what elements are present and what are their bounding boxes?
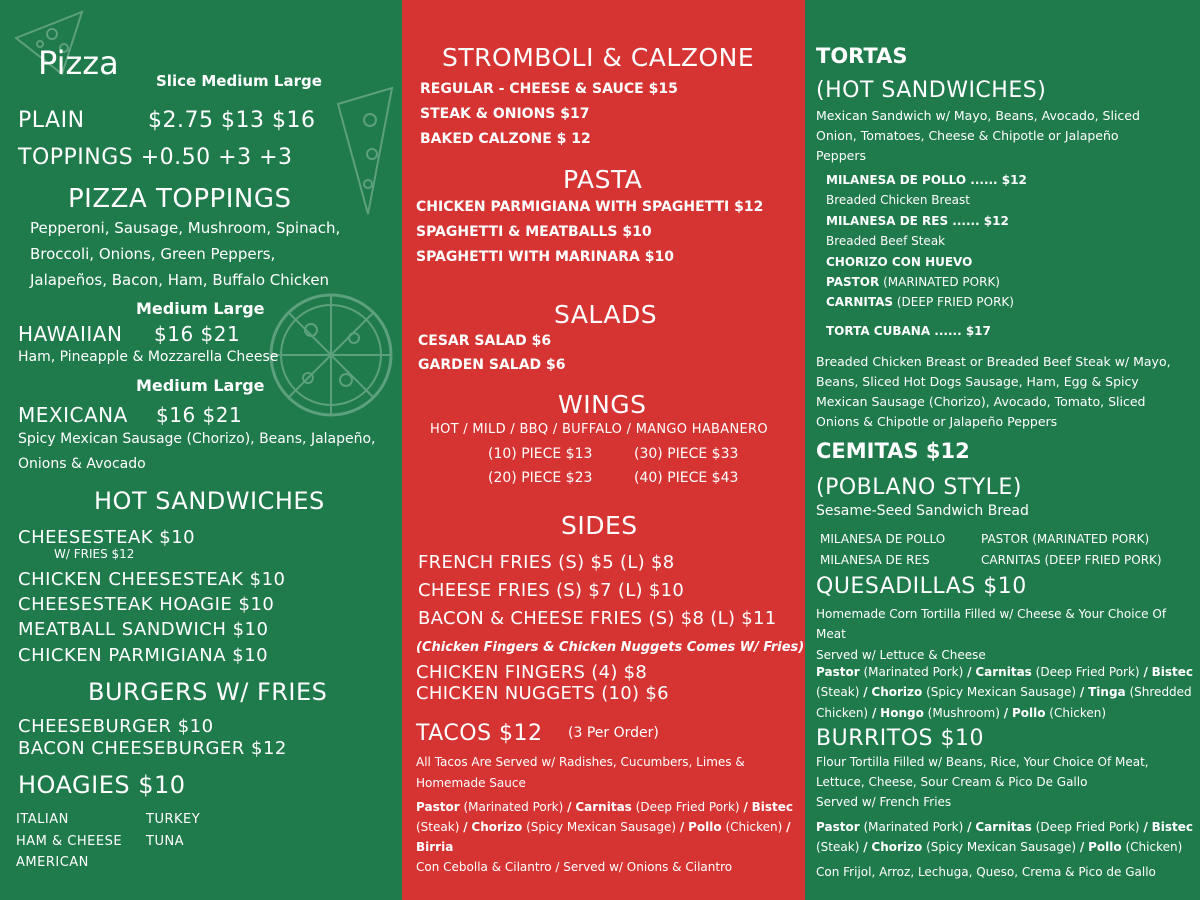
mexicana-desc: Onions & Avocado — [18, 456, 146, 472]
cubana-desc: Mexican Sausage (Chorizo), Avocado, Tomato, Sliced — [816, 394, 1146, 409]
torta-item: CHORIZO CON HUEVO — [826, 255, 973, 269]
stromboli-item: BAKED CALZONE $ 12 — [420, 131, 591, 147]
toppings-row: TOPPINGS +0.50 +3 +3 — [18, 145, 293, 170]
cubana-desc: Beans, Sliced Hot Dogs Sausage, Ham, Egg & Spicy — [816, 374, 1139, 389]
chicken-item: CHICKEN NUGGETS (10) $6 — [416, 683, 669, 704]
mexicana-name: MEXICANA — [18, 403, 128, 427]
tortas-desc: Onion, Tomatoes, Cheese & Chipotle or Jalapeño — [816, 128, 1119, 143]
quesadillas-title: QUESADILLAS $10 — [816, 574, 1027, 599]
quesadillas-meats-line: Pastor (Marinated Pork) / Carnitas (Deep Fried Pork) / Bistec — [816, 665, 1194, 679]
torta-item-desc: Breaded Beef Steak — [826, 234, 946, 248]
sandwich-item: CHICKEN CHEESESTEAK $10 — [18, 569, 286, 590]
burritos-meats-line: Pastor (Marinated Pork) / Carnitas (Deep Fried Pork) / Bistec — [816, 820, 1194, 834]
meat-desc: (Deep Fried Pork) — [1035, 665, 1140, 679]
torta-item — [826, 295, 1014, 309]
meat-name: Pollo — [688, 820, 722, 834]
meat-desc: (Deep Fried Pork) — [1035, 820, 1140, 834]
torta-item-name: PASTOR — [826, 275, 880, 289]
torta-item-desc: Breaded Chicken Breast — [826, 193, 970, 207]
wings-item: (40) PIECE $43 — [634, 470, 739, 486]
meat-name: Pastor — [816, 665, 860, 679]
plain-label: PLAIN — [18, 108, 85, 133]
meat-desc: (Steak) — [416, 820, 460, 834]
hoagie-item: HAM & CHEESE — [16, 834, 123, 849]
cemitas-title: CEMITAS $12 — [816, 439, 970, 463]
cemitas-option: MILANESA DE RES — [820, 553, 930, 567]
cemitas-option: MILANESA DE POLLO — [820, 532, 946, 546]
toppings-list-line: Jalapeños, Bacon, Ham, Buffalo Chicken — [30, 271, 330, 289]
tortas-subtitle: (HOT SANDWICHES) — [816, 78, 1047, 103]
meat-desc: (Steak) — [816, 685, 860, 699]
meat-desc: (Shredded — [1129, 685, 1192, 699]
hoagie-item: AMERICAN — [16, 855, 89, 870]
tacos-title: TACOS $12 — [416, 721, 543, 746]
sandwich-item: CHICKEN PARMIGIANA $10 — [18, 645, 269, 666]
torta-item-desc: (DEEP FRIED PORK) — [896, 295, 1014, 309]
size-header: Slice Medium Large — [156, 72, 322, 90]
sides-item: BACON & CHEESE FRIES (S) $8 (L) $11 — [418, 608, 777, 629]
torta-item — [826, 275, 1000, 289]
salads-title: SALADS — [554, 300, 658, 329]
sides-title: SIDES — [561, 511, 638, 540]
meat-desc: (Steak) — [816, 840, 860, 854]
meat-desc: (Spicy Mexican Sausage) — [926, 840, 1077, 854]
meat-name: Bistec — [751, 800, 794, 814]
meat-name: Pastor — [816, 820, 860, 834]
quesadillas-desc: Homemade Corn Tortilla Filled w/ Cheese & Your Choice Of — [816, 607, 1167, 621]
torta-item: TORTA CUBANA ...... $17 — [826, 324, 991, 338]
burritos-meats-line: (Steak) / Chorizo (Spicy Mexican Sausage) / Pollo (Chicken) — [816, 840, 1183, 854]
hawaiian-prices: $16 $21 — [154, 322, 241, 346]
hoagie-item: ITALIAN — [16, 812, 69, 827]
cemitas-option: CARNITAS (DEEP FRIED PORK) — [981, 553, 1162, 567]
pizza-icon — [266, 290, 396, 420]
stromboli-title: STROMBOLI & CALZONE — [442, 43, 755, 72]
meat-desc: (Deep Fried Pork) — [635, 800, 740, 814]
sides-item: FRENCH FRIES (S) $5 (L) $8 — [418, 552, 675, 573]
meat-desc: (Chicken) — [1125, 840, 1183, 854]
quesadillas-desc: Served w/ Lettuce & Cheese — [816, 648, 986, 662]
sides-note: (Chicken Fingers & Chicken Nuggets Comes W/ Fries) — [416, 640, 805, 655]
burritos-desc: Flour Tortilla Filled w/ Beans, Rice, Your Choice Of Meat, — [816, 755, 1149, 769]
meat-desc: (Marinated Pork) — [863, 665, 964, 679]
meat-desc: (Marinated Pork) — [863, 820, 964, 834]
pizza-slice-icon — [328, 84, 398, 219]
torta-item-desc: (MARINATED PORK) — [883, 275, 1000, 289]
meat-desc: (Spicy Mexican Sausage) — [926, 685, 1077, 699]
pizza-toppings-title: PIZZA TOPPINGS — [68, 184, 292, 214]
hawaiian-name: HAWAIIAN — [18, 322, 123, 346]
meat-name: Bistec — [1151, 665, 1194, 679]
meat-desc: (Chicken) — [725, 820, 783, 834]
sandwich-item: CHEESESTEAK HOAGIE $10 — [18, 594, 275, 615]
right-column — [805, 0, 1200, 900]
medium-large-header: Medium Large — [136, 376, 265, 395]
meat-name: Chorizo — [471, 820, 523, 834]
quesadillas-meats-line: (Steak) / Chorizo (Spicy Mexican Sausage) / Tinga (Shredded — [816, 685, 1192, 699]
meat-name: Tinga — [1088, 685, 1126, 699]
mexicana-desc: Spicy Mexican Sausage (Chorizo), Beans, Jalapeño, — [18, 431, 376, 447]
quesadillas-desc: Meat — [816, 627, 846, 641]
tacos-footer: Con Cebolla & Cilantro / Served w/ Onions & Cilantro — [416, 860, 733, 874]
pasta-item: SPAGHETTI WITH MARINARA $10 — [416, 249, 674, 265]
hoagie-item: TURKEY — [146, 812, 201, 827]
wings-title: WINGS — [558, 390, 647, 419]
burgers-title: BURGERS W/ FRIES — [88, 678, 328, 706]
meat-name: Pollo — [1011, 706, 1046, 720]
salad-item: GARDEN SALAD $6 — [418, 357, 566, 373]
cemitas-option: PASTOR (MARINATED PORK) — [981, 532, 1150, 546]
tacos-meats-line: (Steak) / Chorizo (Spicy Mexican Sausage) / Pollo (Chicken) / — [416, 820, 791, 834]
cubana-desc: Breaded Chicken Breast or Breaded Beef Steak w/ Mayo, — [816, 354, 1171, 369]
wings-item: (30) PIECE $33 — [634, 446, 739, 462]
toppings-list-line: Broccoli, Onions, Green Peppers, — [30, 245, 276, 263]
cemitas-subtitle: (POBLANO STYLE) — [816, 475, 1022, 500]
sandwich-item: MEATBALL SANDWICH $10 — [18, 619, 269, 640]
tacos-desc: All Tacos Are Served w/ Radishes, Cucumbers, Limes & — [416, 755, 745, 769]
meat-name: Chorizo — [871, 685, 923, 699]
salad-item: CESAR SALAD $6 — [418, 333, 552, 349]
tortas-desc: Peppers — [816, 148, 866, 163]
burritos-desc: Served w/ French Fries — [816, 795, 952, 809]
meat-desc: Chicken) — [816, 706, 869, 720]
mexicana-prices: $16 $21 — [156, 403, 243, 427]
tortas-desc: Mexican Sandwich w/ Mayo, Beans, Avocado, Sliced — [816, 108, 1140, 123]
meat-name: Carnitas — [975, 820, 1032, 834]
meat-name: Bistec — [1151, 820, 1194, 834]
tortas-title: TORTAS — [816, 44, 908, 68]
quesadillas-meats-line: Chicken) / Hongo (Mushroom) / Pollo (Chicken) — [816, 706, 1107, 720]
meat-name: Hongo — [880, 706, 924, 720]
toppings-list-line: Pepperoni, Sausage, Mushroom, Spinach, — [30, 219, 341, 237]
torta-item: MILANESA DE POLLO ...... $12 — [826, 173, 1027, 187]
hoagies-title: HOAGIES $10 — [18, 771, 186, 799]
wings-item: (20) PIECE $23 — [488, 470, 593, 486]
pizza-title: Pizza — [38, 44, 119, 82]
tacos-meats-line: Pastor (Marinated Pork) / Carnitas (Deep Fried Pork) / Bistec — [416, 800, 794, 814]
burritos-desc: Lettuce, Cheese, Sour Cream & Pico De Gallo — [816, 775, 1088, 789]
burger-item: CHEESEBURGER $10 — [18, 716, 214, 737]
pasta-item: SPAGHETTI & MEATBALLS $10 — [416, 224, 652, 240]
left-column — [0, 0, 402, 900]
meat-desc: (Marinated Pork) — [463, 800, 564, 814]
middle-column — [402, 0, 805, 900]
cemitas-desc: Sesame-Seed Sandwich Bread — [816, 503, 1029, 519]
tacos-note: (3 Per Order) — [568, 725, 659, 741]
torta-item-name: CARNITAS — [826, 295, 894, 309]
meat-desc: (Spicy Mexican Sausage) — [526, 820, 677, 834]
torta-item: MILANESA DE RES ...... $12 — [826, 214, 1009, 228]
chicken-item: CHICKEN FINGERS (4) $8 — [416, 662, 648, 683]
meat-desc: (Chicken) — [1049, 706, 1107, 720]
fries-note: W/ FRIES $12 — [54, 547, 135, 561]
meat-name: Pastor — [416, 800, 460, 814]
hot-sandwiches-title: HOT SANDWICHES — [94, 487, 325, 515]
medium-large-header: Medium Large — [136, 299, 265, 318]
wings-flavors: HOT / MILD / BBQ / BUFFALO / MANGO HABANERO — [430, 422, 768, 437]
meat-name: Pollo — [1088, 840, 1122, 854]
wings-item: (10) PIECE $13 — [488, 446, 593, 462]
meat-name: Chorizo — [871, 840, 923, 854]
pasta-title: PASTA — [563, 165, 643, 194]
plain-prices: $2.75 $13 $16 — [148, 108, 316, 133]
sandwich-item: CHEESESTEAK $10 — [18, 527, 196, 548]
stromboli-item: STEAK & ONIONS $17 — [420, 106, 590, 122]
tacos-desc: Homemade Sauce — [416, 776, 526, 790]
meat-desc: (Mushroom) — [927, 706, 1000, 720]
burger-item: BACON CHEESEBURGER $12 — [18, 738, 287, 759]
hawaiian-desc: Ham, Pineapple & Mozzarella Cheese — [18, 349, 279, 365]
burritos-footer: Con Frijol, Arroz, Lechuga, Queso, Crema & Pico de Gallo — [816, 865, 1156, 879]
stromboli-item: REGULAR - CHEESE & SAUCE $15 — [420, 81, 678, 97]
meat-name: Carnitas — [575, 800, 632, 814]
burritos-title: BURRITOS $10 — [816, 726, 984, 751]
meat-name: Carnitas — [975, 665, 1032, 679]
hoagie-item: TUNA — [146, 834, 185, 849]
meat-name: Birria — [416, 840, 454, 854]
sides-item: CHEESE FRIES (S) $7 (L) $10 — [418, 580, 685, 601]
pasta-item: CHICKEN PARMIGIANA WITH SPAGHETTI $12 — [416, 199, 764, 215]
cubana-desc: Onions & Chipotle or Jalapeño Peppers — [816, 414, 1058, 429]
